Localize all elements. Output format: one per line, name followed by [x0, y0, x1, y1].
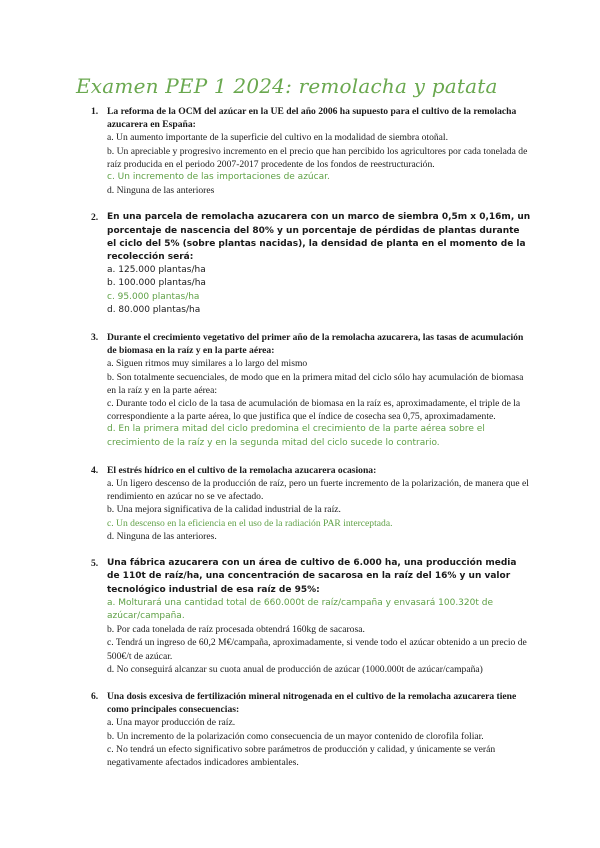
option-b: b. Una mejora significativa de la calidad industrial de la raíz. [107, 504, 341, 516]
question-text: La reforma de la OCM del azúcar en la UE del año 2006 ha supuesto para el cultivo de la remolacha azucarera en España: [107, 106, 517, 131]
question-number: 6. [91, 690, 99, 702]
question-4 [91, 464, 531, 543]
option-d: d. Ninguna de las anteriores [107, 185, 215, 197]
question-1 [91, 105, 531, 197]
question-3 [91, 331, 531, 450]
option-a: a. Una mayor producción de raíz. [107, 717, 236, 729]
question-number: 5. [91, 558, 99, 570]
question-list [91, 105, 531, 783]
option-a: a. Un aumento importante de la superficie del cultivo en la modalidad de siembra otoñal. [107, 132, 448, 144]
option-c: c. Durante todo el ciclo de la tasa de acumulación de biomasa en la raíz es, aproximadamente, el triple de la correspondiente a la parte aérea, lo que justifica que el índice de cosecha sea 0,75, aproximadamente. [107, 398, 521, 423]
option-b: b. Son totalmente secuenciales, de modo que en la primera mitad del ciclo sólo hay acumulación de biomasa en la raíz y en la parte aérea: [107, 371, 524, 396]
option-c-correct: c. Un incremento de las importaciones de azúcar. [107, 172, 330, 183]
question-5 [91, 557, 531, 676]
option-b: b. 100.000 plantas/ha [107, 278, 206, 289]
option-c: c. Tendrá un ingreso de 60,2 M€/campaña, aproximadamente, si vende todo el azúcar obtenido a un precio de 500€/t de azúcar. [107, 637, 527, 662]
question-text: El estrés hídrico en el cultivo de la remolacha azucarera ocasiona: [107, 464, 377, 476]
question-text: Durante el crecimiento vegetativo del primer año de la remolacha azucarera, las tasas de acumulación de biomasa en la raíz y en la parte aérea: [107, 332, 524, 357]
question-text: Una fábrica azucarera con un área de cultivo de 6.000 ha, una producción media de 110t de raíz/ha, una concentración de sacarosa en la raíz del 16% y un valor tecnológico industrial de esa raíz de 95%: [107, 558, 517, 595]
question-number: 4. [91, 464, 99, 476]
option-d: d. No conseguirá alcanzar su cuota anual de producción de azúcar (1000.000t de azúcar/campaña) [107, 663, 483, 675]
option-a-correct: a. Molturará una cantidad total de 660.000t de raíz/campaña y envasará 100.320t de azúcar/campaña. [107, 597, 494, 621]
question-2 [91, 211, 531, 317]
option-b: b. Por cada tonelada de raíz procesada obtendrá 160kg de sacarosa. [107, 624, 365, 636]
question-text: En una parcela de remolacha azucarera con un marco de siembra 0,5m x 0,16m, un porcentaje de nascencia del 80% y un porcentaje de pérdidas de plantas durante el ciclo del 5% (sobre plantas nacidas), la densidad de planta en el momento de la recolección será: [107, 212, 531, 263]
question-text: Una dosis excesiva de fertilización mineral nitrogenada en el cultivo de la remolacha azucarera tiene como principales consecuencias: [107, 690, 517, 716]
option-c-correct: c. Un descenso en la eficiencia en el uso de la radiación PAR interceptada. [107, 517, 393, 529]
option-d: d. 80.000 plantas/ha [107, 304, 201, 315]
option-a: a. Siguen ritmos muy similares a lo largo del mismo [107, 358, 308, 370]
option-c-correct: c. 95.000 plantas/ha [107, 291, 200, 302]
question-number: 3. [91, 332, 99, 344]
option-a: a. 125.000 plantas/ha [107, 265, 206, 276]
option-c: c. No tendrá un efecto significativo sobre parámetros de producción y calidad, y únicamente se verán negativamente afectados indicadores ambientales. [107, 743, 496, 768]
option-d-correct: d. En la primera mitad del ciclo predomina el crecimiento de la parte aérea sobre el crecimiento de la raíz y en la segunda mitad del ciclo sucede lo contrario. [107, 424, 485, 448]
option-b: b. Un incremento de la polarización como consecuencia de un mayor contenido de clorofila foliar. [107, 730, 484, 742]
option-d: d. Ninguna de las anteriores. [107, 530, 217, 542]
option-b: b. Un apreciable y progresivo incremento en el precio que han percibido los agricultores por cada tonelada de raíz producida en el periodo 2007-2017 procedente de los fondos de reestructuración. [107, 145, 528, 170]
question-6 [91, 690, 531, 769]
question-number: 2. [91, 212, 99, 224]
page-title: Examen PEP 1 2024: remolacha y patata [76, 74, 498, 98]
question-number: 1. [91, 106, 99, 117]
option-a: a. Un ligero descenso de la producción de raíz, pero un fuerte incremento de la polarización, de manera que el rendimiento en azúcar no se ve afectado. [107, 478, 529, 503]
